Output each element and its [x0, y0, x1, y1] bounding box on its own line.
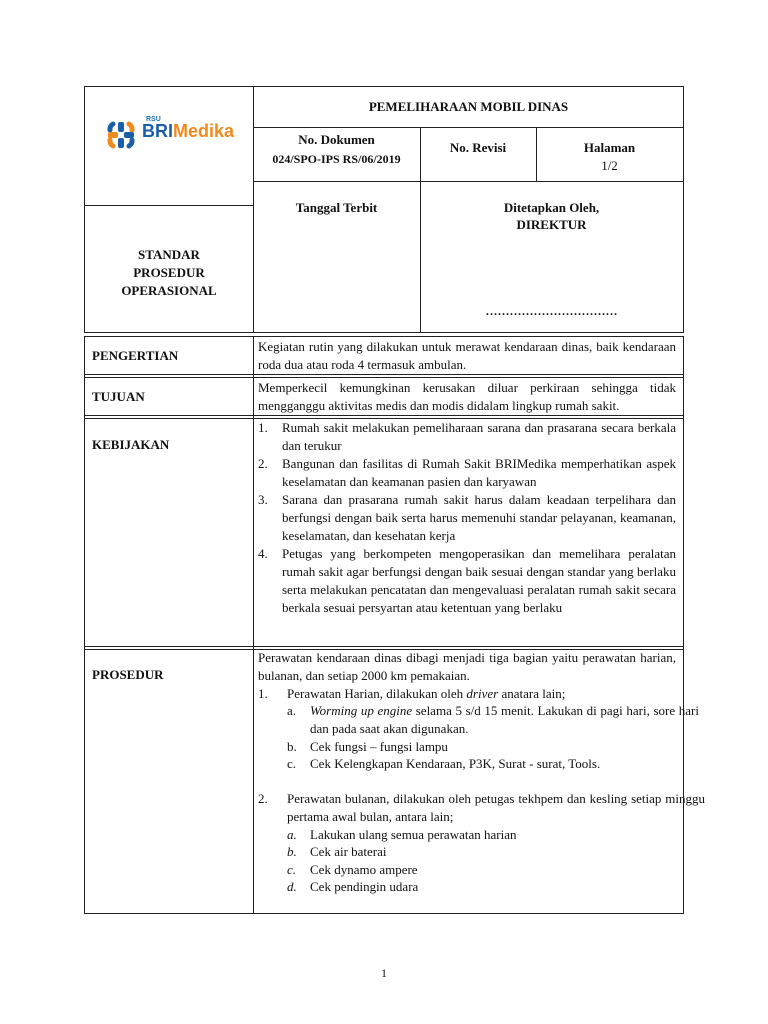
prosedur-step-2: 2. Perawatan bulanan, dilakukan oleh petugas tekhpem dan kesling setiap minggu pertama awal bulan, antara lain; — [258, 791, 705, 824]
signature-line: …………………………… — [485, 304, 618, 318]
document-title: PEMELIHARAAN MOBIL DINAS — [368, 99, 569, 114]
director-label: DIREKTUR — [516, 217, 587, 232]
prosedur-step-2d: d. Cek pendingin udara — [287, 879, 419, 894]
kebijakan-list — [258, 419, 676, 617]
doc-number-value: 024/SPO-IPS RS/06/2019 — [272, 152, 401, 166]
tujuan-text: Memperkecil kemungkinan kerusakan diluar perkiraan sehingga tidak mengganggu aktivitas medis dan modis didalam lingkup rumah sakit. — [258, 380, 676, 413]
list-item: 2. Bangunan dan fasilitas di Rumah Sakit BRIMedika memperhatikan aspek keselamatan dan keamanan pasien dan karyawan — [258, 456, 676, 489]
doc-number-label: No. Dokumen — [298, 132, 375, 147]
issue-date-label: Tanggal Terbit — [295, 200, 378, 215]
revision-label: No. Revisi — [449, 140, 507, 155]
prosedur-step-2b: b. Cek air baterai — [287, 844, 387, 859]
logo-rsu-text: RSU — [146, 116, 161, 123]
hospital-logo — [104, 116, 235, 156]
prosedur-intro: Perawatan kendaraan dinas dibagi menjadi tiga bagian yaitu perawatan harian, bulanan, dan setiap 2000 km pemakaian. — [258, 650, 676, 683]
established-by-label: Ditetapkan Oleh, — [503, 200, 600, 215]
pengertian-label: PENGERTIAN — [92, 348, 179, 363]
prosedur-step-1: 1. Perawatan Harian, dilakukan oleh driver anatara lain; — [258, 686, 566, 701]
list-item: 1. Rumah sakit melakukan pemeliharaan sarana dan prasarana secara berkala dan terukur — [258, 420, 676, 453]
pengertian-text: Kegiatan rutin yang dilakukan untuk merawat kendaraan dinas, baik kendaraan roda dua atau roda 4 termasuk ambulan. — [258, 339, 676, 372]
prosedur-step-1a: a. Worming up engine selama 5 s/d 15 menit. Lakukan di pagi hari, sore hari dan pada saat akan digunakan. — [287, 703, 699, 736]
logo-cross-icon — [104, 118, 138, 152]
list-item: 3. Sarana dan prasarana rumah sakit harus dalam keadaan terpelihara dan berfungsi dengan baik serta harus memenuhi standar pelayanan, keamanan, keselamatan, dan kesehatan kerja — [258, 492, 676, 543]
list-item: 4. Petugas yang berkompeten mengoperasikan dan memelihara peralatan rumah sakit agar berfungsi dengan baik sesuai dengan standar yang berlaku serta melakukan pencatatan dan mengevaluasi peralatan rumah sakit secara berkala sesuai persyartan atau ketentuan yang berlaku — [258, 546, 676, 615]
prosedur-step-1c: c. Cek Kelengkapan Kendaraan, P3K, Surat - surat, Tools. — [287, 756, 601, 771]
prosedur-step-2a: a. Lakukan ulang semua perawatan harian — [287, 827, 517, 842]
page-value: 1/2 — [601, 158, 618, 173]
prosedur-label: PROSEDUR — [92, 667, 164, 682]
spo-title: STANDAR PROSEDUR OPERASIONAL — [121, 247, 217, 298]
tujuan-label: TUJUAN — [92, 389, 145, 404]
logo-brand-text: BRIMedika — [142, 121, 235, 141]
prosedur-step-2c: c. Cek dynamo ampere — [287, 862, 418, 877]
prosedur-step-1b: b. Cek fungsi – fungsi lampu — [287, 739, 448, 754]
page-number: 1 — [381, 966, 387, 980]
page-label: Halaman — [583, 140, 636, 155]
kebijakan-label: KEBIJAKAN — [92, 437, 170, 452]
